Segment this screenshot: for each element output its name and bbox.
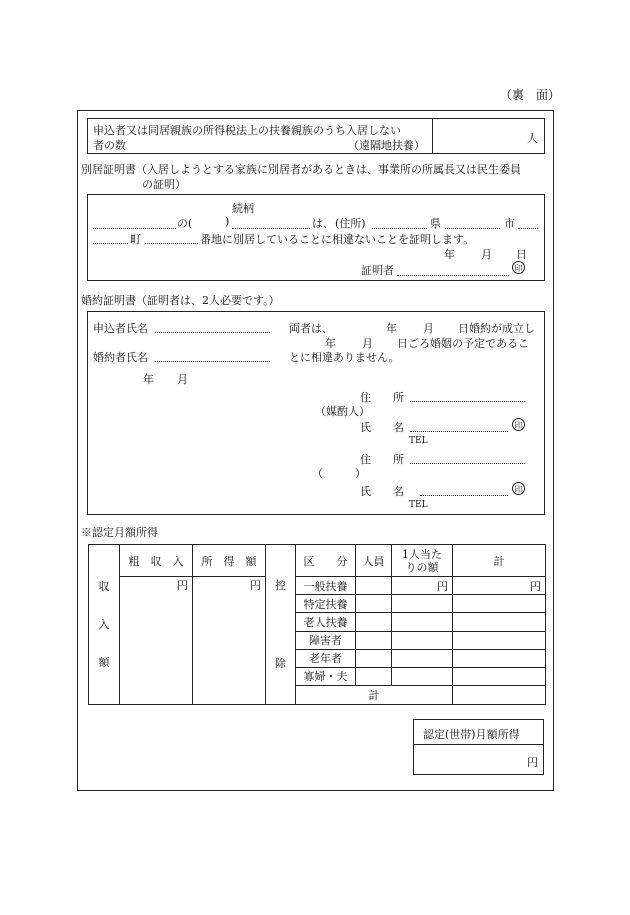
persons-cell[interactable] — [356, 667, 392, 685]
separate-certifier-line — [397, 275, 509, 276]
separate-banchi-line — [145, 243, 198, 244]
engagement-date-year: 年 — [143, 373, 154, 386]
witness-name-line — [420, 495, 508, 496]
per-person-cell[interactable] — [392, 595, 453, 613]
mediator-address-label: 住 所 — [360, 391, 404, 404]
separate-close: ) — [225, 215, 230, 228]
total-cell[interactable] — [453, 667, 546, 685]
engagement-year-1: 年 — [386, 322, 397, 335]
row-specific: 特定扶養 — [296, 595, 356, 613]
total-cell[interactable] — [453, 631, 546, 649]
engagement-line3: とに相違ありません。 — [289, 351, 400, 364]
engagement-title: 婚約証明書（証明者は、2人必要です。） — [81, 294, 280, 307]
deduction-sum-cell[interactable] — [453, 685, 546, 704]
per-person-header: 1人当た りの額 — [392, 545, 453, 577]
separate-city-line — [445, 228, 500, 229]
mediator-address-line — [410, 401, 525, 402]
per-person-cell[interactable] — [392, 613, 453, 631]
mediator-label: （媒酌人） — [315, 405, 370, 418]
separate-year: 年 — [444, 248, 455, 261]
separate-ha: は、 — [312, 217, 334, 230]
persons-cell[interactable] — [356, 613, 392, 631]
engagement-applicant: 申込者氏名 — [93, 322, 148, 335]
income-vertical-label: 収 入 額 — [89, 545, 120, 705]
witness-paren-close: ） — [355, 467, 366, 480]
total-cell[interactable] — [453, 613, 546, 631]
dependents-label-1: 申込者又は同居親族の所得税法上の扶養親族のうち入居しない — [93, 124, 401, 137]
seal-icon: 印 — [512, 482, 525, 495]
engagement-month-1: 月 — [423, 322, 434, 335]
deduction-vertical-label: 控 除 — [266, 545, 296, 705]
mediator-name-label: 氏 名 — [360, 421, 404, 434]
separate-relation-line — [232, 228, 310, 229]
total-cell[interactable]: 円 — [453, 577, 546, 595]
row-widow: 寡婦・夫 — [296, 667, 356, 685]
certified-income-divider — [413, 744, 544, 745]
separate-relation: 続柄 — [232, 202, 254, 215]
mediator-tel: TEL — [409, 436, 428, 446]
witness-tel: TEL — [409, 500, 428, 510]
income-amount-header: 所 得 額 — [193, 545, 266, 577]
gross-income-header: 粗 収 入 — [120, 545, 193, 577]
per-person-cell[interactable] — [392, 649, 453, 667]
witness-address-line — [410, 463, 525, 464]
row-general: 一般扶養 — [296, 577, 356, 595]
per-person-cell[interactable] — [392, 667, 453, 685]
separate-certifier: 証明者 — [361, 264, 394, 277]
income-table — [88, 544, 546, 705]
dependents-label-2: 者の数 — [93, 139, 126, 152]
separate-month: 月 — [481, 248, 492, 261]
dependents-divider — [432, 118, 433, 154]
persons-cell[interactable] — [356, 595, 392, 613]
persons-cell[interactable] — [356, 577, 392, 595]
row-disabled: 障害者 — [296, 631, 356, 649]
certified-income-yen: 円 — [527, 756, 538, 769]
engagement-day-1: 日婚約が成立し — [458, 322, 535, 335]
persons-header: 人員 — [356, 545, 392, 577]
per-person-cell[interactable]: 円 — [392, 577, 453, 595]
separate-no: の( — [177, 217, 193, 230]
separate-title-2: の証明） — [142, 178, 186, 191]
separate-day: 日 — [516, 248, 527, 261]
engagement-year-2: 年 — [325, 337, 336, 350]
engagement-date-month: 月 — [177, 373, 188, 386]
per-person-cell[interactable] — [392, 631, 453, 649]
separate-pref: 県 — [430, 217, 441, 230]
witness-address-label: 住 所 — [360, 453, 404, 466]
page-side-label: （裏 面） — [500, 88, 561, 102]
row-elderly: 老年者 — [296, 649, 356, 667]
separate-city-tail — [518, 228, 538, 229]
separate-city: 市 — [504, 217, 515, 230]
separate-name-line — [93, 228, 176, 229]
income-title: ※認定月額所得 — [81, 526, 158, 539]
row-elderly-dependent: 老人扶養 — [296, 613, 356, 631]
separate-pref-line — [372, 228, 427, 229]
dependents-remote: （遠隔地扶養） — [348, 139, 425, 152]
persons-cell[interactable] — [356, 631, 392, 649]
income-amount-cell[interactable]: 円 — [193, 577, 266, 705]
deduction-sum-label: 計 — [296, 685, 453, 704]
separate-town: 町 — [130, 233, 141, 246]
certified-income-label: 認定(世帯)月額所得 — [423, 728, 520, 741]
engagement-both: 両者は、 — [289, 322, 333, 335]
separate-title-1: 別居証明書（入居しようとする家族に別居者があるときは、事業所の所属長又は民生委員 — [81, 163, 521, 176]
dependents-unit: 人 — [527, 132, 538, 145]
mediator-name-line — [410, 431, 508, 432]
total-cell[interactable] — [453, 595, 546, 613]
engagement-applicant-line — [155, 332, 270, 333]
category-header: 区 分 — [296, 545, 356, 577]
engagement-month-2: 月 — [362, 337, 373, 350]
witness-name-label: 氏 名 — [360, 485, 404, 498]
total-cell[interactable] — [453, 649, 546, 667]
seal-icon: 印 — [512, 261, 525, 274]
seal-icon: 印 — [512, 418, 525, 431]
witness-paren-open: （ — [312, 467, 323, 480]
separate-town-line — [93, 243, 128, 244]
engagement-fiance: 婚約者氏名 — [93, 351, 148, 364]
separate-address: (住所) — [335, 217, 366, 230]
gross-income-cell[interactable]: 円 — [120, 577, 193, 705]
engagement-day-2: 日ごろ婚姻の予定であるこ — [397, 337, 529, 350]
separate-text: 番地に別居していることに相違ないことを証明します。 — [200, 233, 475, 246]
engagement-fiance-line — [155, 361, 270, 362]
total-header: 計 — [453, 545, 546, 577]
persons-cell[interactable] — [356, 649, 392, 667]
